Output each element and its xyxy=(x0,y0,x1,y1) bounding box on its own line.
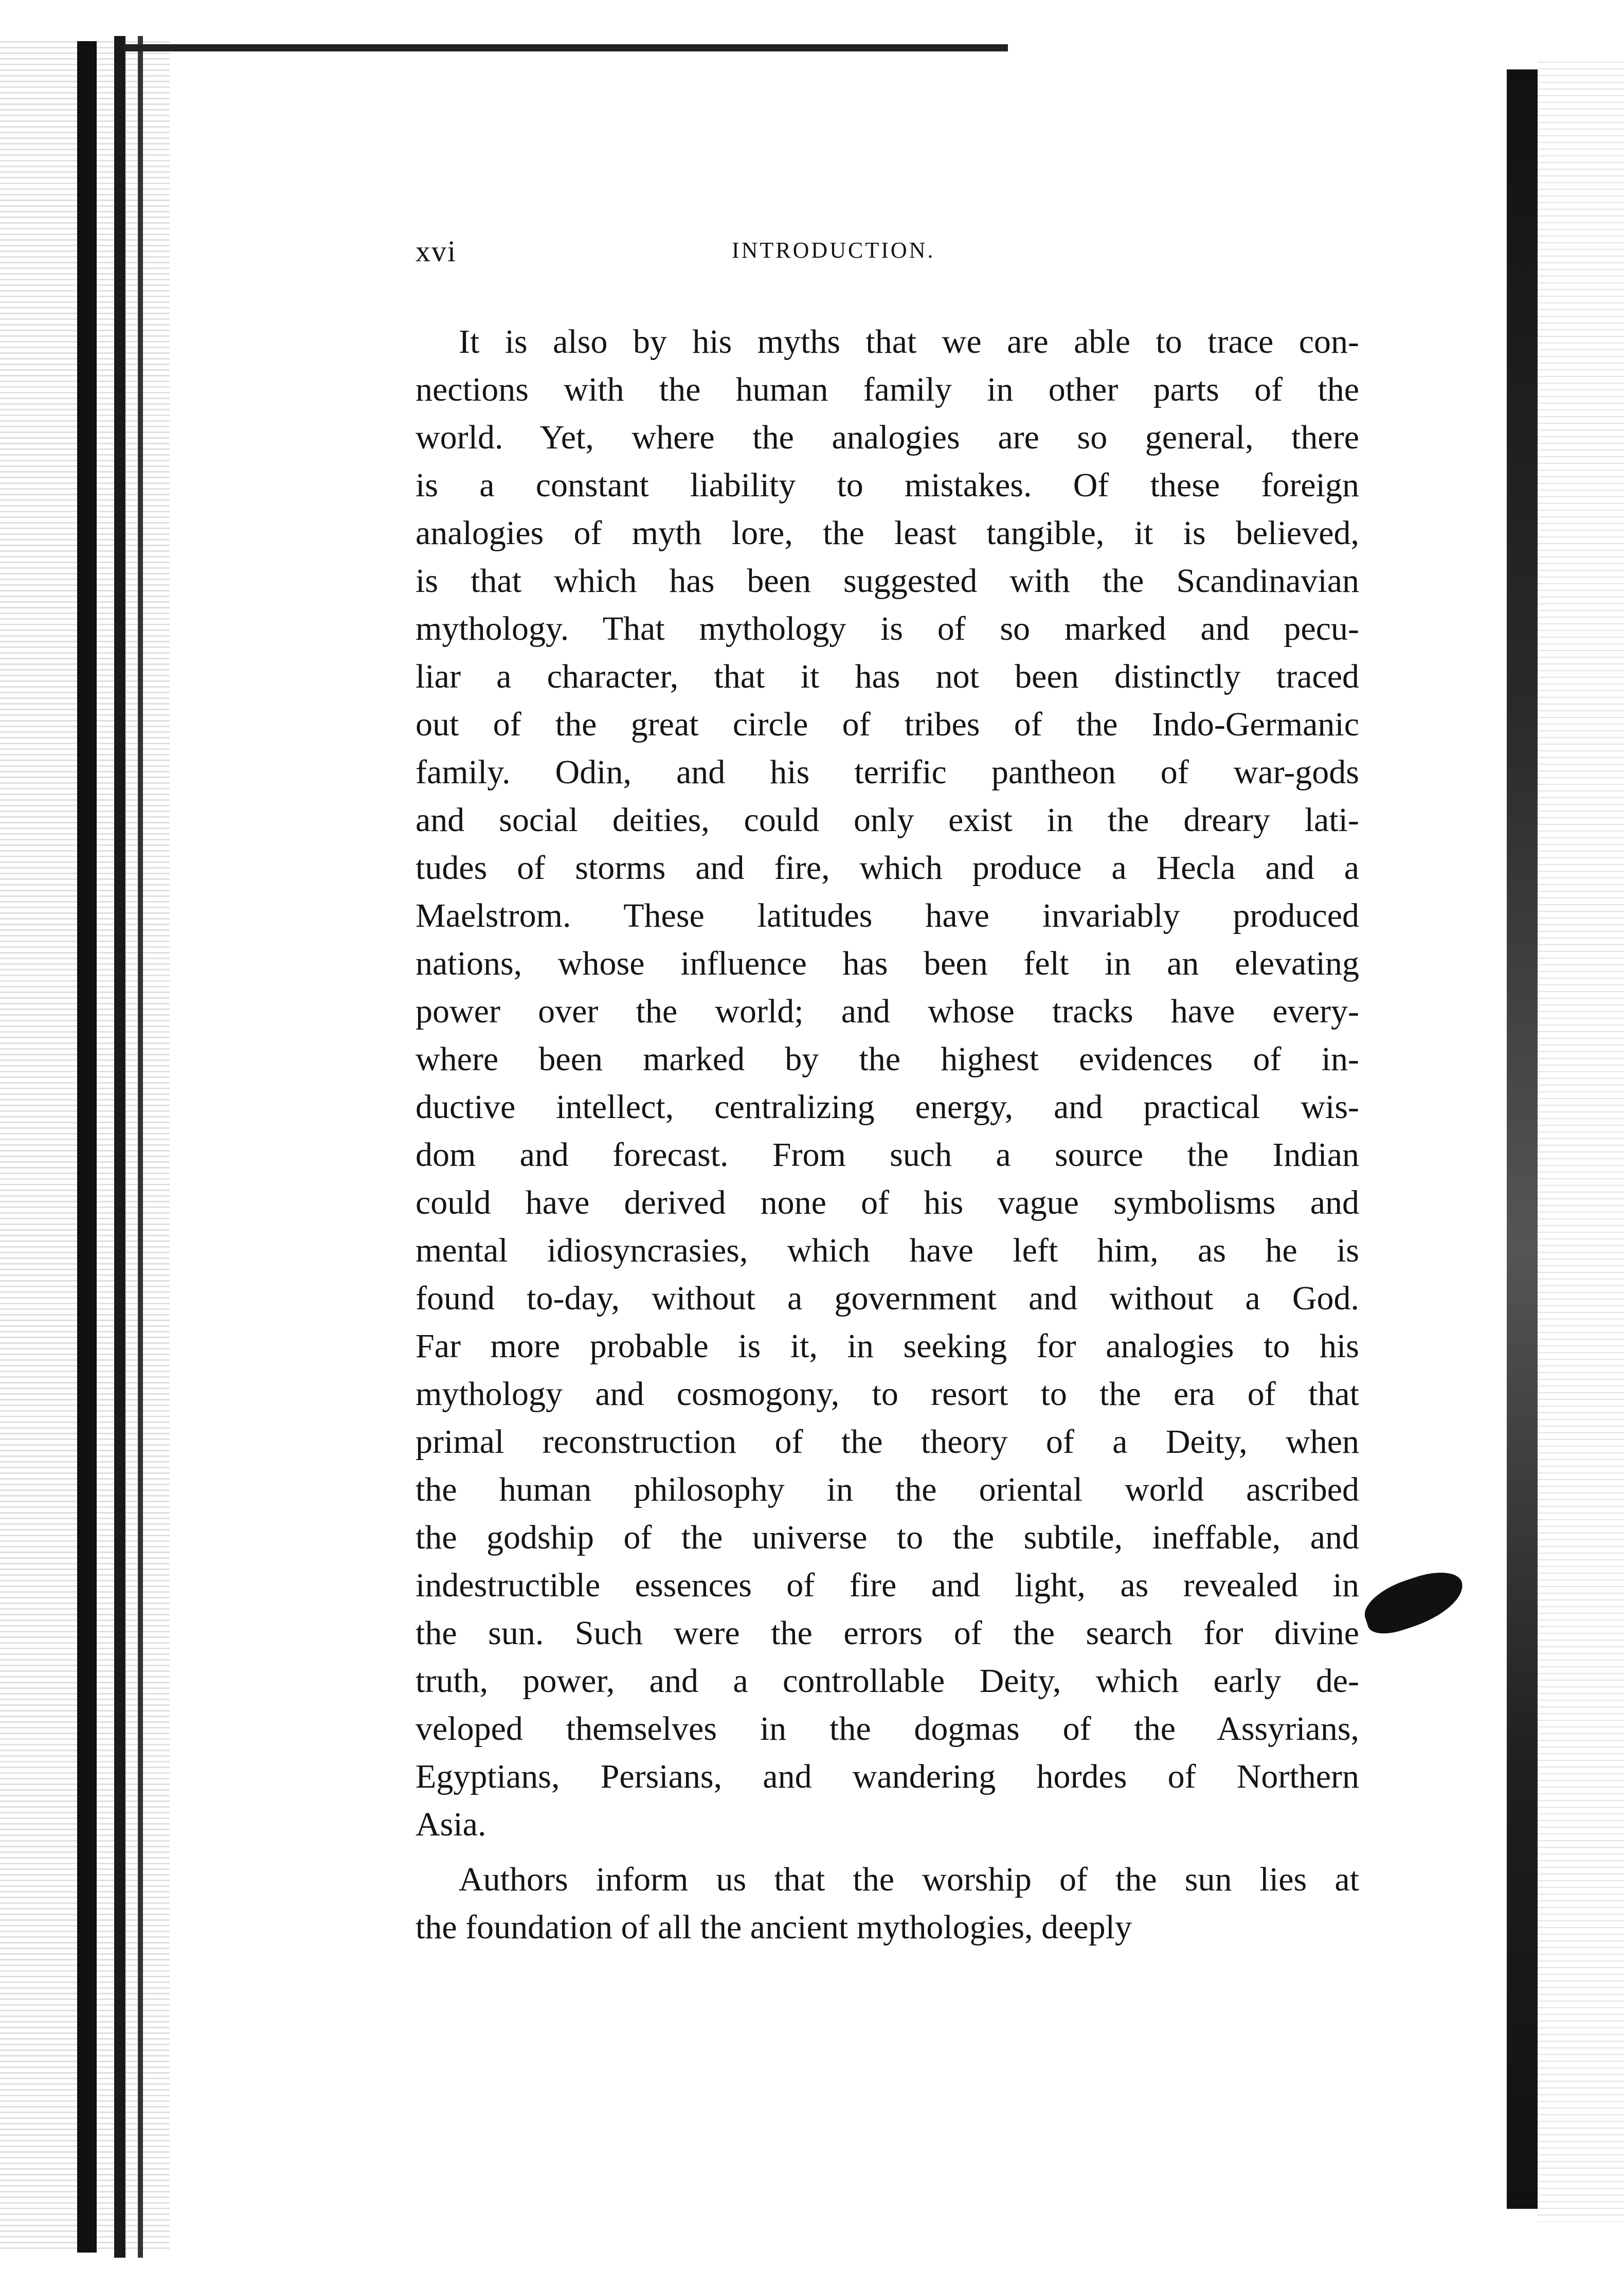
text-line: the sun. Such were the errors of the search for divine xyxy=(416,1614,1359,1652)
binding-shadow-left-inner xyxy=(114,36,125,2258)
running-title: INTRODUCTION. xyxy=(732,238,935,263)
text-line: the foundation of all the ancient mythologies, deeply xyxy=(416,1908,1132,1946)
binding-shadow-left xyxy=(77,41,97,2253)
text-line: It is also by his myths that we are able to trace con- xyxy=(459,323,1359,361)
text-line: family. Odin, and his terrific pantheon of war-gods xyxy=(416,753,1359,791)
text-line: Authors inform us that the worship of the sun lies at xyxy=(459,1861,1359,1898)
text-line: and social deities, could only exist in the dreary lati- xyxy=(416,801,1359,839)
text-line: truth, power, and a controllable Deity, which early de- xyxy=(416,1662,1359,1700)
page-number: xvi xyxy=(416,235,457,268)
body-text xyxy=(416,318,1359,1951)
scan-shadow-right xyxy=(1507,69,1538,2209)
text-line: Asia. xyxy=(416,1806,486,1843)
text-line: dom and forecast. From such a source the Indian xyxy=(416,1136,1359,1174)
text-line: power over the world; and whose tracks have every- xyxy=(416,993,1359,1030)
scan-top-rule xyxy=(123,44,1008,51)
paragraph xyxy=(416,1856,1359,1951)
running-head xyxy=(416,234,1359,275)
text-line: mythology. That mythology is of so marked and pecu- xyxy=(416,610,1359,647)
text-line: is that which has been suggested with the Scandinavian xyxy=(416,562,1359,600)
text-line: where been marked by the highest evidences of in- xyxy=(416,1040,1359,1078)
text-line: nections with the human family in other parts of the xyxy=(416,371,1359,408)
text-line: mythology and cosmogony, to resort to the era of that xyxy=(416,1375,1359,1413)
text-line: is a constant liability to mistakes. Of these foreign xyxy=(416,466,1359,504)
text-line: Far more probable is it, in seeking for analogies to his xyxy=(416,1327,1359,1365)
text-line: Maelstrom. These latitudes have invariably produced xyxy=(416,897,1359,934)
binding-shadow-left-thin xyxy=(138,36,143,2258)
paragraph xyxy=(416,318,1359,1848)
scan-edge-right xyxy=(1538,62,1624,2222)
text-line: veloped themselves in the dogmas of the Assyrians, xyxy=(416,1710,1359,1748)
text-line: nations, whose influence has been felt in an elevating xyxy=(416,945,1359,982)
text-line: out of the great circle of tribes of the Indo-Germanic xyxy=(416,706,1359,743)
text-line: liar a character, that it has not been distinctly traced xyxy=(416,658,1359,695)
text-line: primal reconstruction of the theory of a Deity, when xyxy=(416,1423,1359,1461)
text-line: analogies of myth lore, the least tangible, it is believed, xyxy=(416,514,1359,552)
text-line: tudes of storms and fire, which produce a Hecla and a xyxy=(416,849,1359,887)
text-line: mental idiosyncrasies, which have left him, as he is xyxy=(416,1232,1359,1269)
text-line: world. Yet, where the analogies are so general, there xyxy=(416,419,1359,456)
text-line: the godship of the universe to the subtile, ineffable, and xyxy=(416,1519,1359,1556)
text-line: the human philosophy in the oriental world ascribed xyxy=(416,1471,1359,1508)
text-line: Egyptians, Persians, and wandering hordes of Northern xyxy=(416,1758,1359,1795)
text-line: ductive intellect, centralizing energy, and practical wis- xyxy=(416,1088,1359,1126)
text-line: indestructible essences of fire and light, as revealed in xyxy=(416,1566,1359,1604)
text-line: found to-day, without a government and without a God. xyxy=(416,1280,1359,1317)
ink-blot xyxy=(1358,1564,1470,1640)
text-line: could have derived none of his vague symbolisms and xyxy=(416,1184,1359,1221)
